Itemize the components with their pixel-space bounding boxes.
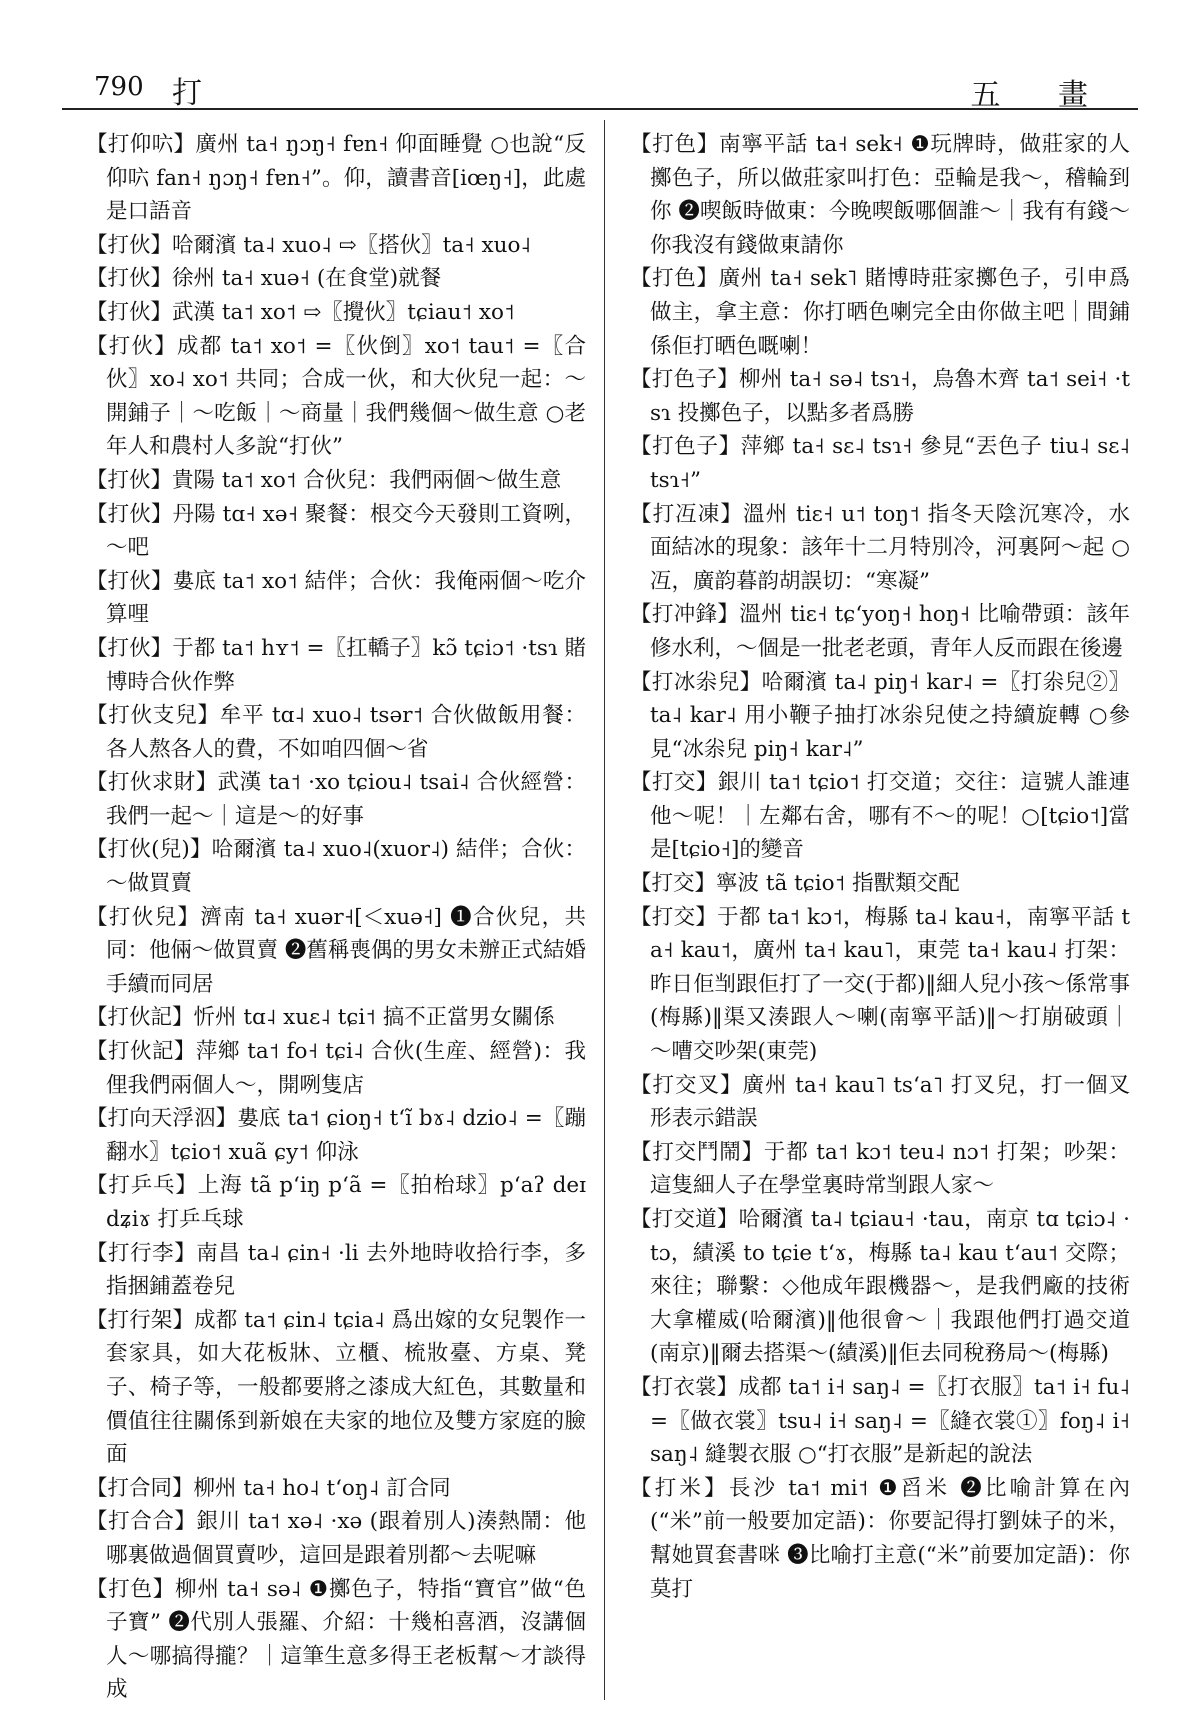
- dictionary-entry: 【打交道】哈爾濱 ta˨ tɕiau˧ ·tau，南京 tɑ tɕiɔ˨ ·tɔ，績溪 to tɕie tʻɤ，梅縣 ta˨ kau tʻau˦ 交際；來往；聯繫：◇他成年跟機器～，是我們廠的技術大拿權威(哈爾濱)‖他很會～｜我跟他們打過交道(南京)‖爾去搭渠～(績溪)‖佢去同稅務局～(梅縣): [630, 1207, 1130, 1367]
- dictionary-entry: 【打伙(兒)】哈爾濱 ta˨ xuo˨(xuor˨) 結伴；合伙：～做買賣: [86, 837, 586, 897]
- dictionary-entry: 【打冱凍】溫州 tiɛ˧ u˦ toŋ˦ 指冬天陰沉寒冷，水面結冰的現象：該年十二月特別冷，河裏阿～起 ○冱，廣韵暮韵胡誤切：“寒凝”: [630, 501, 1130, 594]
- page-number: 790: [94, 72, 144, 102]
- dictionary-entry: 【打色子】萍鄉 ta˧ sɛ˨ tsɿ˧ 參見“丟色子 tiu˨ sɛ˨ tsɿ˧”: [630, 434, 1130, 493]
- dictionary-entry: 【打交鬥鬧】于都 ta˦ kɔ˦ teu˨ nɔ˦ 打架；吵架：這隻細人子在學堂裏時常㓥跟人家～: [630, 1139, 1130, 1199]
- dictionary-entry: 【打交】銀川 ta˦ tɕio˦ 打交道；交往：這號人誰連他～呢！｜左鄰右舍，哪有不～的呢！○[tɕio˦]當是[tɕio˧]的變音: [630, 770, 1130, 863]
- dictionary-entry: 【打行李】南昌 ta˨ ɕin˧ ·li 去外地時收拾行李，多指捆鋪蓋卷兒: [86, 1240, 586, 1300]
- page-header: [62, 64, 1138, 113]
- dictionary-entry: 【打伙求財】武漢 ta˦ ·xo tɕiou˨ tsai˨ 合伙經營：我們一起～｜這是～的好事: [86, 770, 586, 829]
- dictionary-entry: 【打冰尜兒】哈爾濱 ta˨ piŋ˧ kar˨ =〖打尜兒②〗ta˨ kar˨ 用小鞭子抽打冰尜兒使之持續旋轉 ○參見“冰尜兒 piŋ˧ kar˨”: [630, 669, 1130, 762]
- dictionary-entry: 【打仰𠯿】廣州 ta˧ ŋɔŋ˧ fɐn˧ 仰面睡覺 ○也說“反仰𠯿 fan˧ ŋɔŋ˧ fɐn˧”。仰，讀書音[iœŋ˧]，此處是口語音: [86, 132, 586, 225]
- dictionary-entry: 【打伙記】萍鄉 ta˦ fo˧ tɕi˨ 合伙(生産、經營)：我俚我們兩個人～，開咧隻店: [86, 1039, 586, 1098]
- column-divider: [604, 120, 605, 1700]
- dictionary-entry: 【打伙】徐州 ta˧ xuə˧ (在食堂)就餐: [86, 266, 442, 292]
- dictionary-entry: 【打冲鋒】溫州 tiɛ˧ tɕʻyoŋ˧ hoŋ˧ 比喻帶頭：該年修水利，～個是一批老老頭，青年人反而跟在後邊: [630, 602, 1130, 661]
- dictionary-entry: 【打米】長沙 ta˦ mi˦ ❶舀米 ❷比喻計算在內(“米”前一般要加定語)：你要記得打劉妹子的米，幫她買套書咪 ❸比喻打主意(“米”前要加定語)：你莫打: [630, 1475, 1130, 1602]
- running-head-char: 打: [172, 76, 202, 111]
- left-column: [86, 128, 586, 1707]
- dictionary-entry: 【打衣裳】成都 ta˦ i˧ saŋ˨ =〖打衣服〗ta˦ i˧ fu˨ =〖做衣裳〗tsu˨ i˧ saŋ˨ =〖縫衣裳①〗foŋ˨ i˧ saŋ˨ 縫製衣服 ○“打衣服”是新起的說法: [630, 1374, 1130, 1468]
- dictionary-entry: 【打合合】銀川 ta˦ xə˨ ·xə (跟着別人)湊熱鬧：他哪裏做過個買賣吵，這回是跟着別都～去呢嘛: [86, 1509, 586, 1568]
- dictionary-entry: 【打向天浮泅】婁底 ta˦ ɕioŋ˧ tʻĩ bɤ˨ dzio˨ =〖蹦翻水〗tɕio˦ xuã ɕy˦ 仰泳: [86, 1106, 586, 1165]
- dictionary-entry: 【打伙記】忻州 tɑ˨ xuɛ˨ tɕi˦ 搞不正當男女關係: [86, 1005, 555, 1031]
- dictionary-entry: 【打色】柳州 ta˧ sə˨ ❶擲色子，特指“寶官”做“色子寶” ❷代別人張羅、介紹：十幾桕喜酒，沒講個人～哪搞得攏？｜這筆生意多得王老板幫～才談得成: [86, 1576, 586, 1703]
- dictionary-entry: 【打合同】柳州 ta˧ ho˨ tʻoŋ˨ 訂合同: [86, 1475, 451, 1501]
- dictionary-entry: 【打行架】成都 ta˦ ɕin˨ tɕia˨ 爲出嫁的女兒製作一套家具，如大花板牀、立櫃、梳妝臺、方桌、凳子、椅子等，一般都要將之漆成大紅色，其數量和價值往往關係到新娘在夫家的地位及雙方家庭的臉面: [86, 1307, 586, 1468]
- dictionary-entry: 【打伙】于都 ta˦ hʏ˦ =〖扛轎子〗kɔ̃ tɕiɔ˦ ·tsɿ 賭博時合伙作弊: [86, 635, 586, 695]
- dictionary-entry: 【打交】寧波 tã tɕio˦ 指獸類交配: [630, 871, 960, 897]
- dictionary-entry: 【打伙】武漢 ta˦ xo˦ ⇨〖攪伙〗tɕiau˦ xo˦: [86, 299, 515, 325]
- dictionary-entry: 【打伙】丹陽 tɑ˧ xə˧ 聚餐：根交今天發則工資咧，～吧: [86, 501, 586, 561]
- dictionary-entry: 【打乒乓】上海 tã pʻiŋ pʻã =〖拍枱球〗pʻaʔ deɪ dʑiɤ 打乒乓球: [86, 1173, 586, 1232]
- dictionary-entry: 【打伙支兒】牟平 tɑ˨ xuo˨ tsər˦ 合伙做飯用餐：各人熬各人的費，不如咱四個～省: [86, 703, 586, 762]
- dictionary-entry: 【打色】南寧平話 ta˧ sek˧ ❶玩牌時，做莊家的人擲色子，所以做莊家叫打色：亞輪是我～，稽輪到你 ❷喫飯時做東：今晚喫飯哪個誰～｜我有有錢～你我沒有錢做東請你: [630, 132, 1130, 258]
- dictionary-entry: 【打伙】貴陽 ta˦ xo˦ 合伙兒：我們兩個～做生意: [86, 467, 562, 493]
- dictionary-entry: 【打伙】成都 ta˦ xo˦ =〖伙倒〗xo˦ tau˦ =〖合伙〗xo˨ xo˦ 共同；合成一伙，和大伙兒一起：～開鋪子｜～吃飯｜～商量｜我們幾個～做生意 ○老年人和農村人多說“打伙”: [86, 333, 586, 460]
- dictionary-entry: 【打伙】哈爾濱 ta˨ xuo˨ ⇨〖搭伙〗ta˧ xuo˨: [86, 232, 532, 258]
- dictionary-entry: 【打色】廣州 ta˧ sek˥ 賭博時莊家擲色子，引申爲做主，拿主意：你打晒色喇完全由你做主吧｜間鋪係佢打晒色嘅喇！: [630, 266, 1130, 359]
- dictionary-entry: 【打伙兒】濟南 ta˧ xuər˧[＜xuə˧] ❶合伙兒，共同：他倆～做買賣 ❷舊稱喪偶的男女未辦正式結婚手續而同居: [86, 904, 586, 997]
- dictionary-entry: 【打伙】婁底 ta˦ xo˦ 結伴；合伙：我俺兩個～吃介算哩: [86, 568, 586, 628]
- dictionary-entry: 【打交叉】廣州 ta˧ kau˥ tsʻa˥ 打叉兒，打一個叉形表示錯誤: [630, 1072, 1130, 1132]
- section-title: 五 畫: [970, 78, 1112, 113]
- right-column: [630, 128, 1130, 1606]
- dictionary-entry: 【打交】于都 ta˦ kɔ˦，梅縣 ta˨ kau˧，南寧平話 ta˧ kau˦，廣州 ta˧ kau˥，東莞 ta˧ kau˨ 打架：昨日佢㓥跟佢打了一交(于都)‖細人兒小孩～係常事(梅縣)‖渠又湊跟人～喇(南寧平話)‖～打崩破頭｜～嘈交吵架(東莞): [630, 904, 1130, 1065]
- dictionary-entry: 【打色子】柳州 ta˧ sə˨ tsɿ˧，烏魯木齊 ta˦ sei˧ ·tsɿ 投擲色子，以點多者爲勝: [630, 367, 1130, 426]
